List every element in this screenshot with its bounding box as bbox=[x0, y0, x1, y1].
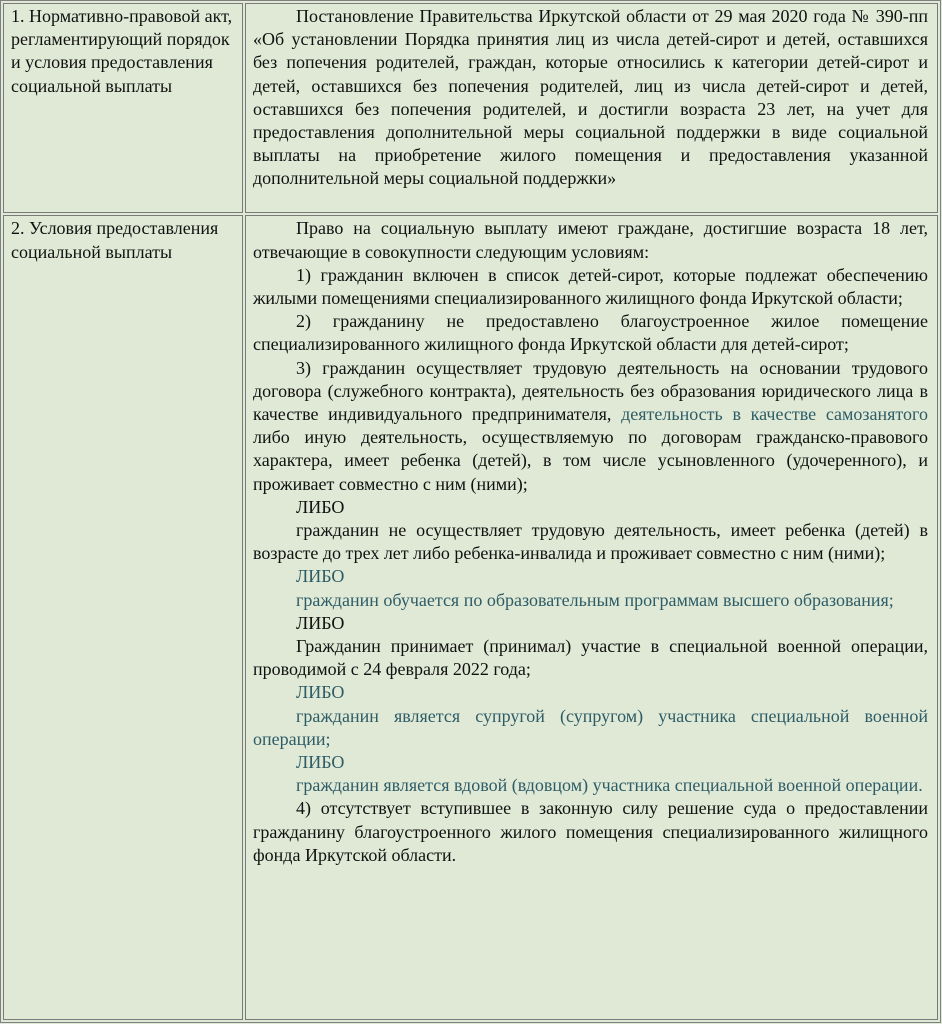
alt-svo-widow: гражданин является вдовой (вдовцом) участника специальной военной операции. bbox=[296, 775, 923, 796]
conditions-intro: Право на социальную выплату имеют граждане, достигшие возраста 18 лет, отвечающие в совокупности следующим условиям: bbox=[253, 218, 928, 262]
condition-3-self-employed: деятельность в качестве самозанятого bbox=[621, 404, 928, 425]
or-separator: ЛИБО bbox=[296, 752, 345, 773]
or-separator: ЛИБО bbox=[296, 566, 345, 587]
or-separator: ЛИБО bbox=[296, 682, 345, 703]
condition-3 bbox=[253, 357, 928, 496]
alt-svo-participant: Гражданин принимает (принимал) участие в специальной военной операции, проводимой с 24 февраля 2022 года; bbox=[253, 636, 928, 680]
row-content-cell bbox=[245, 3, 938, 213]
row-content-cell bbox=[245, 215, 938, 1020]
row-label: 2. Условия предоставления социальной выплаты bbox=[11, 218, 219, 262]
row-label-cell bbox=[3, 215, 243, 1020]
table-row bbox=[3, 3, 938, 213]
row-label-cell bbox=[3, 3, 243, 213]
condition-3-part-a: 3) гражданин осуществляет трудовую деятельность на основании трудового договора (служебного контракта), деятельность без образования юридического лица в качестве индивидуального предпринимателя, bbox=[253, 357, 928, 425]
or-separator: ЛИБО bbox=[296, 612, 345, 633]
alt-svo-spouse: гражданин является супругой (супругом) участника специальной военной операции; bbox=[253, 705, 928, 749]
condition-2: 2) гражданину не предоставлено благоустроенное жилое помещение специализированного жилищного фонда Иркутской области для детей-сирот; bbox=[253, 311, 928, 355]
condition-1: 1) гражданин включен в список детей-сирот, которые подлежат обеспечению жилыми помещениями специализированного жилищного фонда Иркутской области; bbox=[253, 264, 928, 309]
alt-no-work-child: гражданин не осуществляет трудовую деятельность, имеет ребенка (детей) в возрасте до трех лет либо ребенка-инвалида и проживает совместно с ним (ними); bbox=[253, 520, 928, 564]
condition-4: 4) отсутствует вступившее в законную силу решение суда о предоставлении гражданину благоустроенного жилого помещения специализированного жилищного фонда Иркутской области. bbox=[253, 798, 928, 865]
alt-higher-education: гражданин обучается по образовательным программам высшего образования; bbox=[296, 589, 894, 610]
condition-3-part-c: либо иную деятельность, осуществляемую по договорам гражданско-правового характера, имеет ребенка (детей), в том числе усыновленного (удочеренного), и проживает совместно с ним (ними); bbox=[253, 427, 928, 494]
or-separator: ЛИБО bbox=[296, 496, 345, 517]
row-label: 1. Нормативно-правовой акт, регламентирующий порядок и условия предоставления социальной выплаты bbox=[11, 6, 233, 96]
table-row bbox=[3, 215, 938, 1020]
regulation-title: Постановление Правительства Иркутской области от 29 мая 2020 года № 390-пп «Об установлении Порядка принятия лиц из числа детей-сирот и детей, оставшихся без попечения родителей, граждан, которые относились к категории детей-сирот и детей, оставшихся без попечения родителей, лиц из числа детей-сирот и детей, оставшихся без попечения родителей, и достигли возраста 23 лет, на учет для предоставления дополнительной меры социальной поддержки в виде социальной выплаты на приобретение жилого помещения и предоставления указанной дополнительной меры социальной поддержки» bbox=[253, 6, 928, 189]
